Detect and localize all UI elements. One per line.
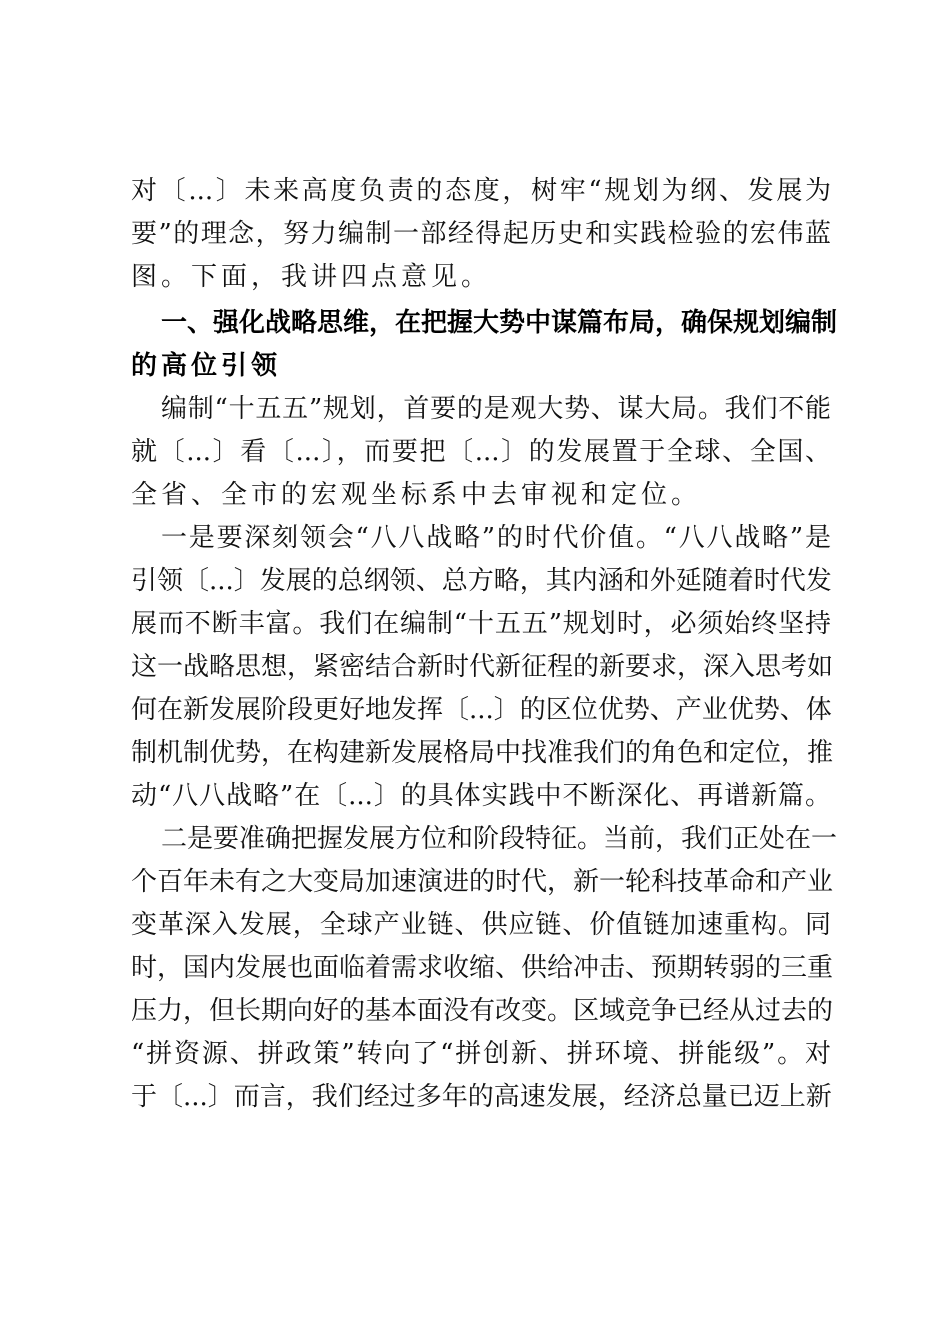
body-line: “拼资源、拼政策”转向了“拼创新、拼环境、拼能级”。对: [131, 1039, 831, 1069]
body-line: 要”的理念，努力编制一部经得起历史和实践检验的宏伟蓝: [131, 219, 831, 249]
body-line: 于〔...〕而言，我们经过多年的高速发展，经济总量已迈上新: [131, 1082, 832, 1112]
body-line: 制机制优势，在构建新发展格局中找准我们的角色和定位，推: [131, 738, 834, 768]
body-line: 时，国内发展也面临着需求收缩、供给冲击、预期转弱的三重: [131, 953, 834, 983]
section-heading-line: 的高位引领: [131, 351, 282, 381]
body-line: 图。下面，我讲四点意见。: [131, 262, 492, 292]
body-line: 二是要准确把握发展方位和阶段特征。当前，我们正处在一: [161, 824, 838, 854]
body-line: 这一战略思想，紧密结合新时代新征程的新要求，深入思考如: [131, 652, 834, 682]
body-line: 一是要深刻领会“八八战略”的时代价值。“八八战略”是: [161, 523, 831, 553]
document-body: [131, 170, 838, 1119]
body-line: 展而不断丰富。我们在编制“十五五”规划时，必须始终坚持: [131, 609, 831, 639]
body-line: 编制“十五五”规划，首要的是观大势、谋大局。我们不能: [161, 394, 831, 424]
body-line: 引领〔...〕发展的总纲领、总方略，其内涵和外延随着时代发: [131, 566, 832, 596]
body-line: 全省、全市的宏观坐标系中去审视和定位。: [131, 480, 702, 510]
body-line: 何在新发展阶段更好地发挥〔...〕的区位优势、产业优势、体: [131, 695, 832, 725]
body-line: 就〔...〕看〔...〕，而要把〔...〕的发展置于全球、全国、: [131, 437, 831, 467]
body-line: 压力，但长期向好的基本面没有改变。区域竞争已经从过去的: [131, 996, 834, 1026]
section-heading-line: 一、强化战略思维，在把握大势中谋篇布局，确保规划编制: [161, 308, 838, 338]
body-line: 个百年未有之大变局加速演进的时代，新一轮科技革命和产业: [131, 867, 834, 897]
body-line: 对〔...〕未来高度负责的态度，树牢“规划为纲、发展为: [131, 176, 831, 206]
body-line: 动“八八战略”在〔...〕的具体实践中不断深化、再谱新篇。: [131, 781, 831, 811]
body-line: 变革深入发展，全球产业链、供应链、价值链加速重构。同: [131, 910, 831, 940]
